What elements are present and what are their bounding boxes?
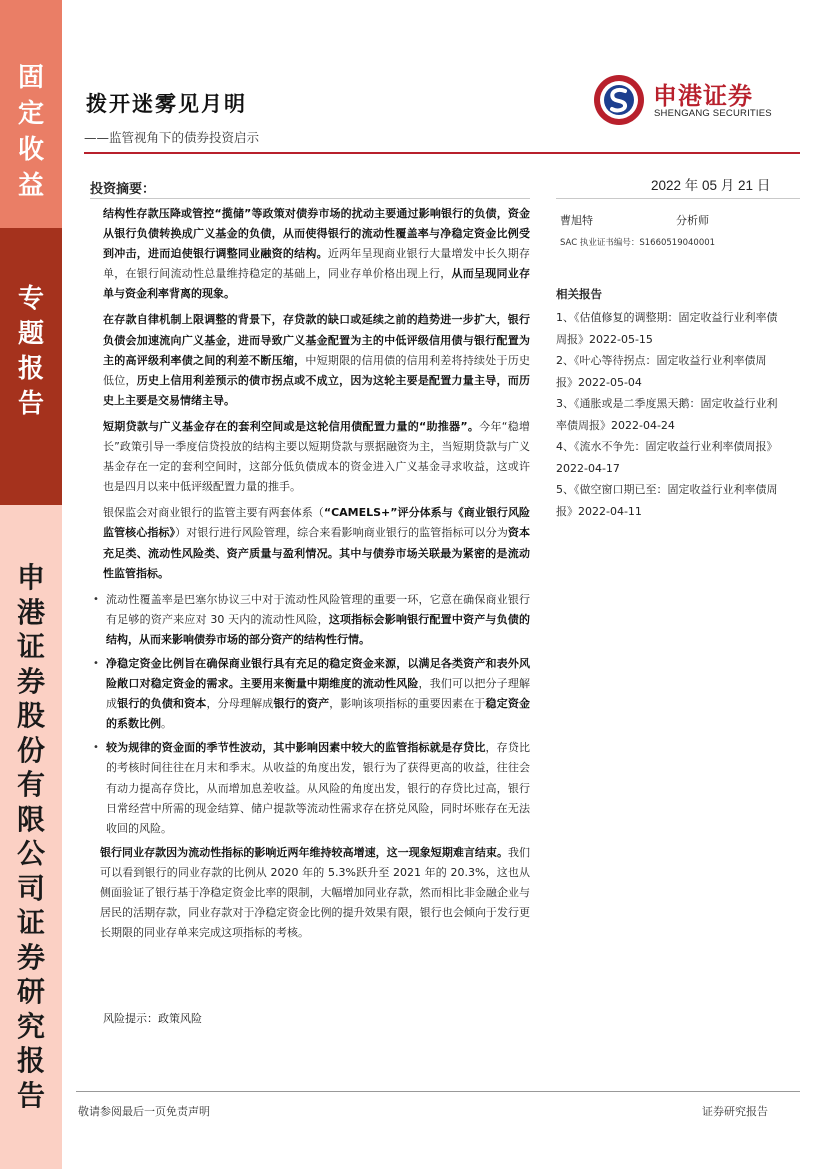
page-subtitle: ——监管视角下的债券投资启示 bbox=[84, 130, 260, 145]
sidebar-category: 固 定 收 益 bbox=[17, 63, 44, 201]
summary-paragraph: 银行同业存款因为流动性指标的影响近两年维持较高增速，这一现象短期难言结束。我们可以看到银行的同业存款的比例从 2020 年的 5.3%跃升至 2021 年的 20.3%，这也从侧面验证了银行基于净稳定资金比率的限制，大幅增加同业存款，然而相比非金融企业与居民的活期存款，同业存款对于净稳定资金比例的提升效果有限，银行也会倾向于发行更长期限的同业存单来完成这项指标的考核。 bbox=[100, 845, 531, 940]
list-item: • 净稳定资金比例旨在确保商业银行具有充足的稳定资金来源，以满足各类资产和表外风险敞口对稳定资金的需求。主要用来衡量中期维度的流动性风险，我们可以把分子理解成银行的负债和资本，分母理解成银行的资产，影响该项指标的重要因素在于稳定资金的系数比例。 bbox=[93, 654, 530, 734]
summary-paragraph: 结构性存款压降或管控“揽储”等政策对债券市场的扰动主要通过影响银行的负债，资金从银行负债转换成广义基金的负债，从而使得银行的流动性覆盖率与净稳定资金比例受到冲击，进而迫使银行调整同业融资的结构。近两年呈现商业银行大量增发中长久期存单，在银行间流动性总量维持稳定的基础上，同业存单价格出现上行，从而呈现同业存单与资金利率背离的现象。 bbox=[103, 207, 531, 301]
summary-heading: 投资摘要： bbox=[90, 182, 156, 197]
summary-paragraph: 在存款自律机制上限调整的背景下，存贷款的缺口或延续之前的趋势进一步扩大，银行负债会加速流向广义基金，进而导致广义基金配置为主的中低评级信用债与银行配置为主的高评级利率债之间的利差不断压缩，中短期限的信用债的信用利差将持续处于历史低位，历史上信用利差预示的债市拐点或不成立，因为这轮主要是配置力量主导，而历史上主要是交易情绪主导。 bbox=[103, 313, 531, 407]
sidebar-report-type: 专 题 报 告 bbox=[17, 284, 44, 419]
related-report-item[interactable]: 3、《通胀或是二季度黑天鹅：固定收益行业利率债周报》2022-04-24 bbox=[556, 397, 778, 432]
sidebar-company-band bbox=[0, 505, 62, 1169]
related-reports-list bbox=[556, 307, 782, 522]
summary-body bbox=[100, 204, 531, 949]
header-divider bbox=[84, 152, 800, 154]
related-report-item[interactable]: 2、《叶心等待拐点：固定收益行业利率债周报》2022-05-04 bbox=[556, 354, 767, 389]
summary-divider bbox=[90, 198, 530, 199]
sidebar-company-report: 申 港 证 券 股 份 有 限 公 司 证 券 研 究 报 告 bbox=[16, 561, 45, 1112]
risk-warning: 风险提示：政策风险 bbox=[103, 1012, 202, 1025]
analyst-title: 分析师 bbox=[676, 214, 709, 227]
sidebar-category-band bbox=[0, 0, 62, 228]
sidebar-report-type-band bbox=[0, 228, 62, 505]
footer-disclaimer: 敬请参阅最后一页免责声明 bbox=[78, 1105, 210, 1118]
logo-name-cn: 申港证券 bbox=[653, 82, 753, 110]
related-reports-heading: 相关报告 bbox=[556, 287, 602, 301]
footer-report-label: 证券研究报告 bbox=[702, 1105, 768, 1118]
summary-paragraph: 短期贷款与广义基金存在的套利空间或是这轮信用债配置力量的“助推器”。今年“稳增长”政策引导一季度信贷投放的结构主要以短期贷款与票据融资为主，当短期贷款与广义基金存在一定的套利空间时，这部分低负债成本的资金进入广义基金寻求收益，这或许也是四月以来中低评级配置力量的推手。 bbox=[103, 419, 530, 494]
company-logo bbox=[593, 72, 793, 128]
logo-name-en: SHENGANG SECURITIES bbox=[654, 108, 772, 119]
summary-bullet-list bbox=[93, 590, 530, 839]
related-report-item[interactable]: 5、《做空窗口期已至：固定收益行业利率债周报》2022-04-11 bbox=[556, 483, 778, 518]
date-divider bbox=[556, 198, 800, 199]
related-report-item[interactable]: 1、《估值修复的调整期：固定收益行业利率债周报》2022-05-15 bbox=[556, 311, 778, 346]
logo-emblem-icon bbox=[593, 74, 645, 126]
page-title: 拨开迷雾见月明 bbox=[86, 91, 247, 116]
list-item: • 流动性覆盖率是巴塞尔协议三中对于流动性风险管理的重要一环，它意在确保商业银行有足够的资产来应对 30 天内的流动性风险，这项指标会影响银行配置中资产与负债的结构，从而来影响债券市场的部分资产的结构性行情。 bbox=[93, 590, 530, 650]
analyst-cert-number: SAC 执业证书编号：S1660519040001 bbox=[560, 238, 716, 248]
report-date: 2022 年 05 月 21 日 bbox=[651, 178, 771, 193]
list-item: • 较为规律的资金面的季节性波动，其中影响因素中较大的监管指标就是存贷比，存贷比的考核时间往往在月末和季末。从收益的角度出发，银行为了获得更高的收益，往往会有动力提高存贷比，从而增加息差收益。从风险的角度出发，银行的存贷比过高，银行日常经营中所需的现金结算、储户提款等流动性需求存在挤兑风险，同时坏账存在无法收回的风险。 bbox=[93, 738, 530, 838]
analyst-name: 曹旭特 bbox=[560, 214, 593, 227]
related-report-item[interactable]: 4、《流水不争先：固定收益行业利率债周报》2022-04-17 bbox=[556, 440, 778, 475]
summary-paragraph: 银保监会对商业银行的监管主要有两套体系（“CAMELS+”评分体系与《商业银行风险监管核心指标》）对银行进行风险管理，综合来看影响商业银行的监管指标可以分为资本充足类、流动性风险类、资产质量与盈利情况。其中与债券市场关联最为紧密的是流动性监管指标。 bbox=[103, 506, 531, 580]
footer-divider bbox=[76, 1091, 800, 1092]
